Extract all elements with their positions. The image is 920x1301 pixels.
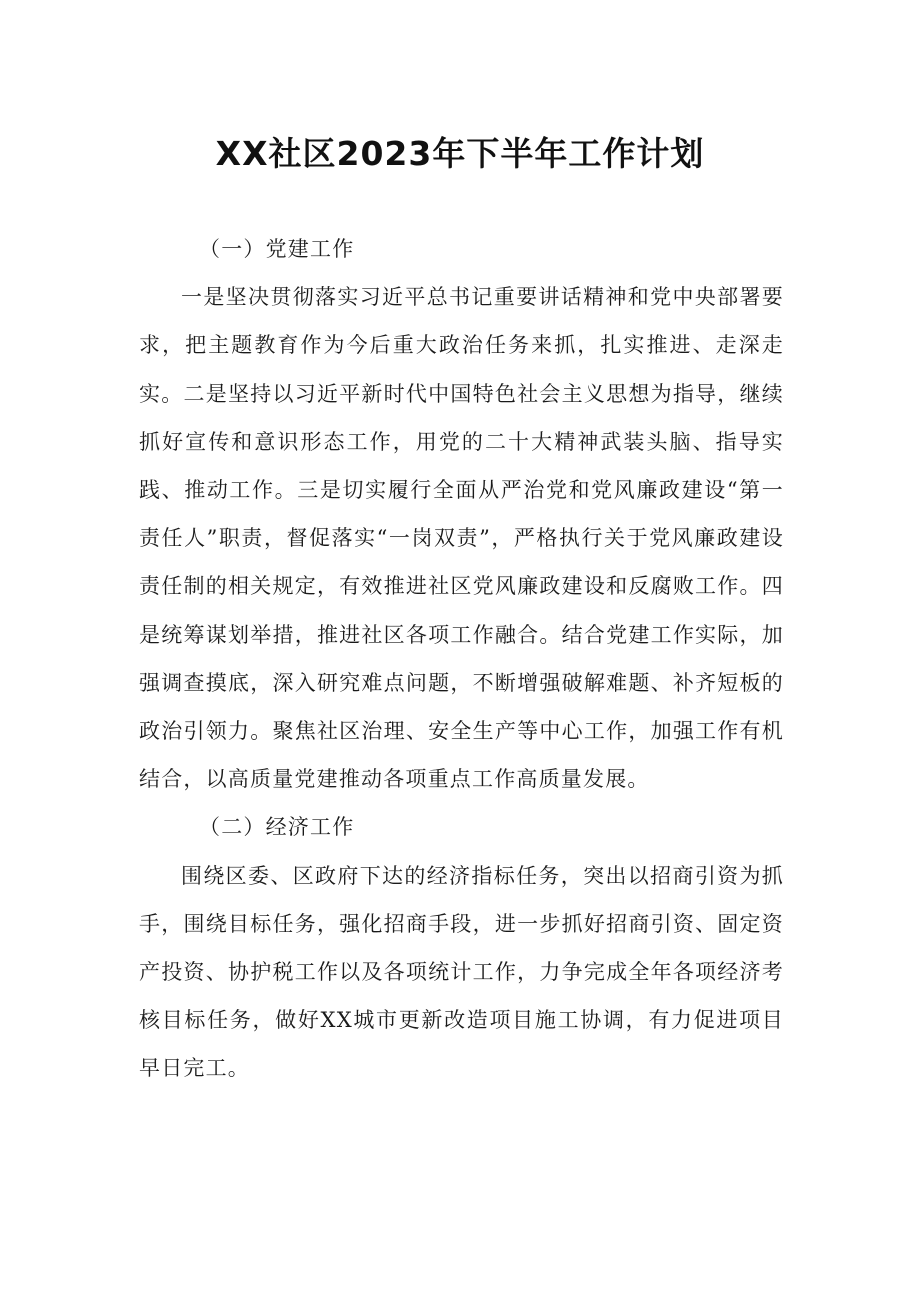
document-title: XX社区2023年下半年工作计划 xyxy=(215,134,705,173)
document-body xyxy=(139,225,784,1093)
section-heading-party-building: （一）党建工作 xyxy=(199,237,355,261)
section-paragraph-party-building: 一是坚决贯彻落实习近平总书记重要讲话精神和党中央部署要求，把主题教育作为今后重大政治任务来抓，扎实推进、走深走实。二是坚持以习近平新时代中国特色社会主义思想为指导，继续抓好宣传和意识形态工作，用党的二十大精神武装头脑、指导实践、推动工作。三是切实履行全面从严治党和党风廉政建设“第一责任人”职责，督促落实“一岗双责”，严格执行关于党风廉政建设责任制的相关规定，有效推进社区党风廉政建设和反腐败工作。四是统筹谋划举措，推进社区各项工作融合。结合党建工作实际，加强调查摸底，深入研究难点问题，不断增强破解难题、补齐短板的政治引领力。聚焦社区治理、安全生产等中心工作，加强工作有机结合，以高质量党建推动各项重点工作高质量发展。 xyxy=(139,285,784,792)
section-paragraph-economy: 围绕区委、区政府下达的经济指标任务，突出以招商引资为抓手，围绕目标任务，强化招商手段，进一步抓好招商引资、固定资产投资、协护税工作以及各项统计工作，力争完成全年各项经济考核目标任务，做好XX城市更新改造项目施工协调，有力促进项目早日完工。 xyxy=(139,863,784,1081)
section-heading-economy: （二）经济工作 xyxy=(199,815,355,840)
